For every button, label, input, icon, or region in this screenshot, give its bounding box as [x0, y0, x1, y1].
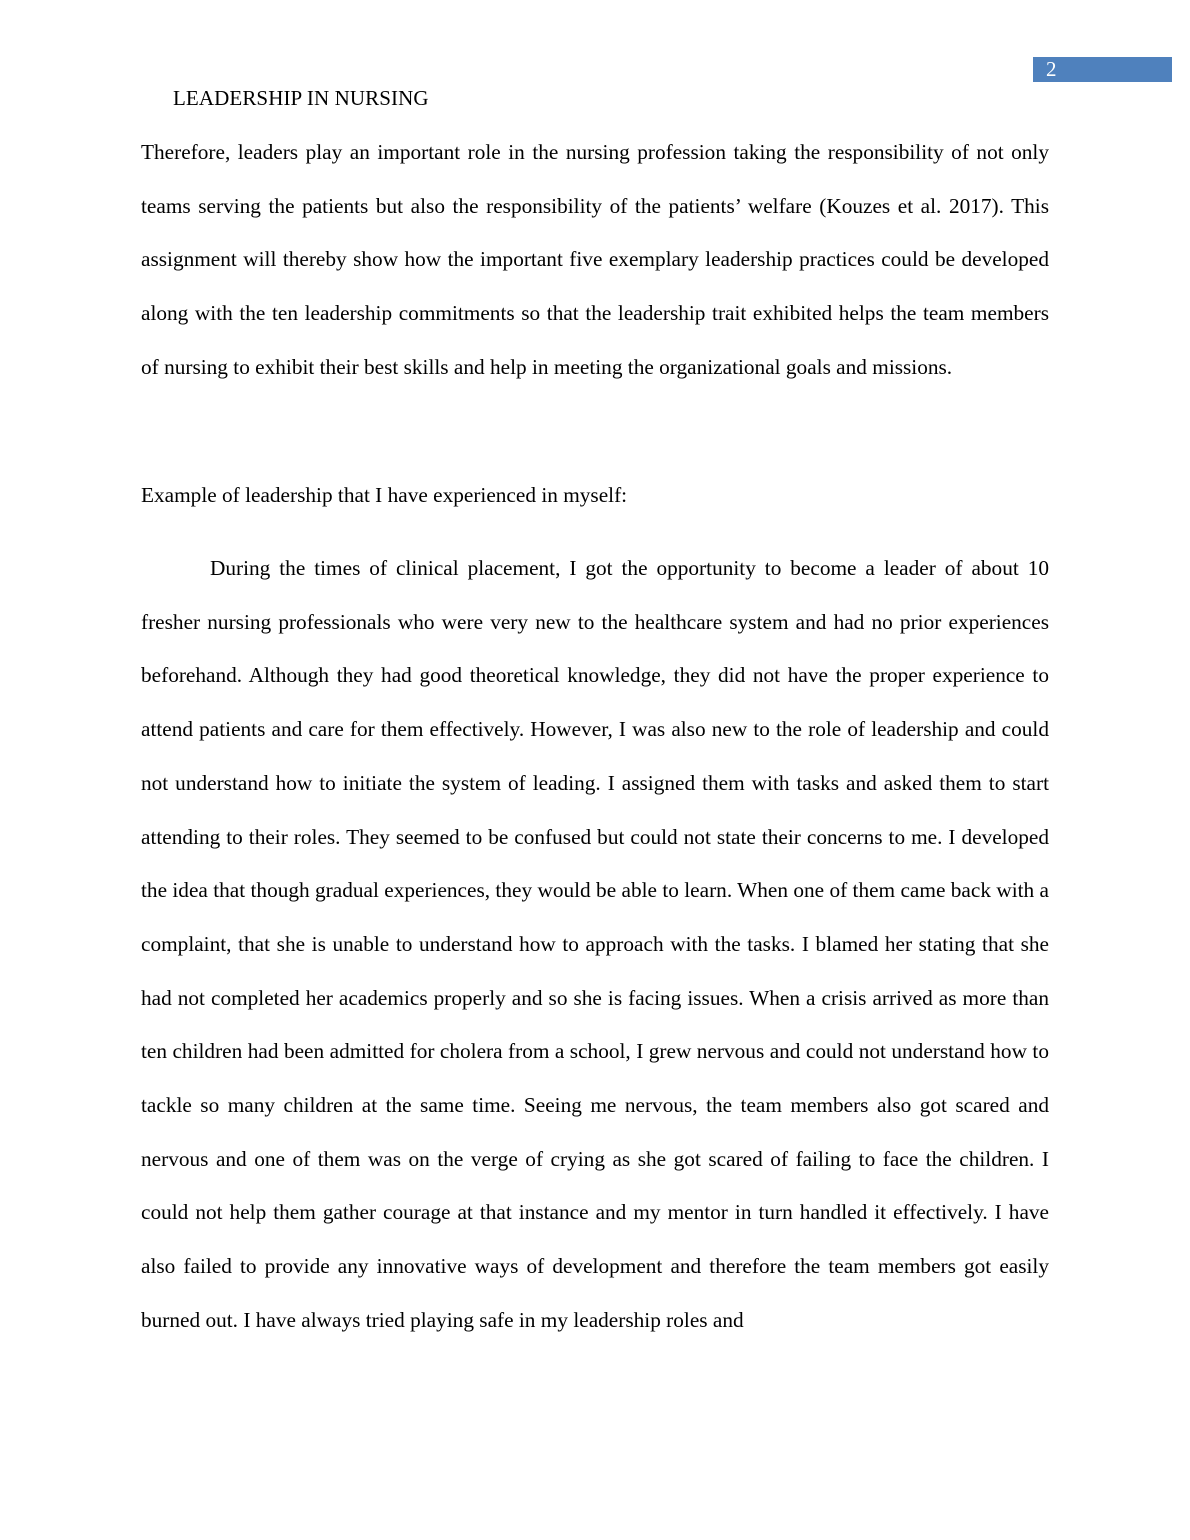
running-head-title: LEADERSHIP IN NURSING	[173, 86, 429, 110]
experience-paragraph: During the times of clinical placement, I got the opportunity to become a leader of about 10 fresher nursing professionals who were very new to the healthcare system and had no prior experiences beforehand. Although they had good theoretical knowledge, they did not have the proper experience to attend patients and care for them effectively. However, I was also new to the role of leadership and could not understand how to initiate the system of leading. I assigned them with tasks and asked them to start attending to their roles. They seemed to be confused but could not state their concerns to me. I developed the idea that though gradual experiences, they would be able to learn. When one of them came back with a complaint, that she is unable to understand how to approach with the tasks. I blamed her stating that she had not completed her academics properly and so she is facing issues. When a crisis arrived as more than ten children had been admitted for cholera from a school, I grew nervous and could not understand how to tackle so many children at the same time. Seeing me nervous, the team members also got scared and nervous and one of them was on the verge of crying as she got scared of failing to face the children. I could not help them gather courage at that instance and my mentor in turn handled it effectively. I have also failed to provide any innovative ways of development and therefore the team members got easily burned out. I have always tried playing safe in my leadership roles and	[141, 556, 1049, 1332]
page-number: 2	[1033, 57, 1172, 82]
example-heading: Example of leadership that I have experienced in myself:	[141, 483, 628, 507]
intro-paragraph: Therefore, leaders play an important role in the nursing profession taking the responsibility of not only teams serving the patients but also the responsibility of the patients’ welfare (Kouzes et al. 2017). This assignment will thereby show how the important five exemplary leadership practices could be developed along with the ten leadership commitments so that the leadership trait exhibited helps the team members of nursing to exhibit their best skills and help in meeting the organizational goals and missions.	[141, 140, 1049, 379]
